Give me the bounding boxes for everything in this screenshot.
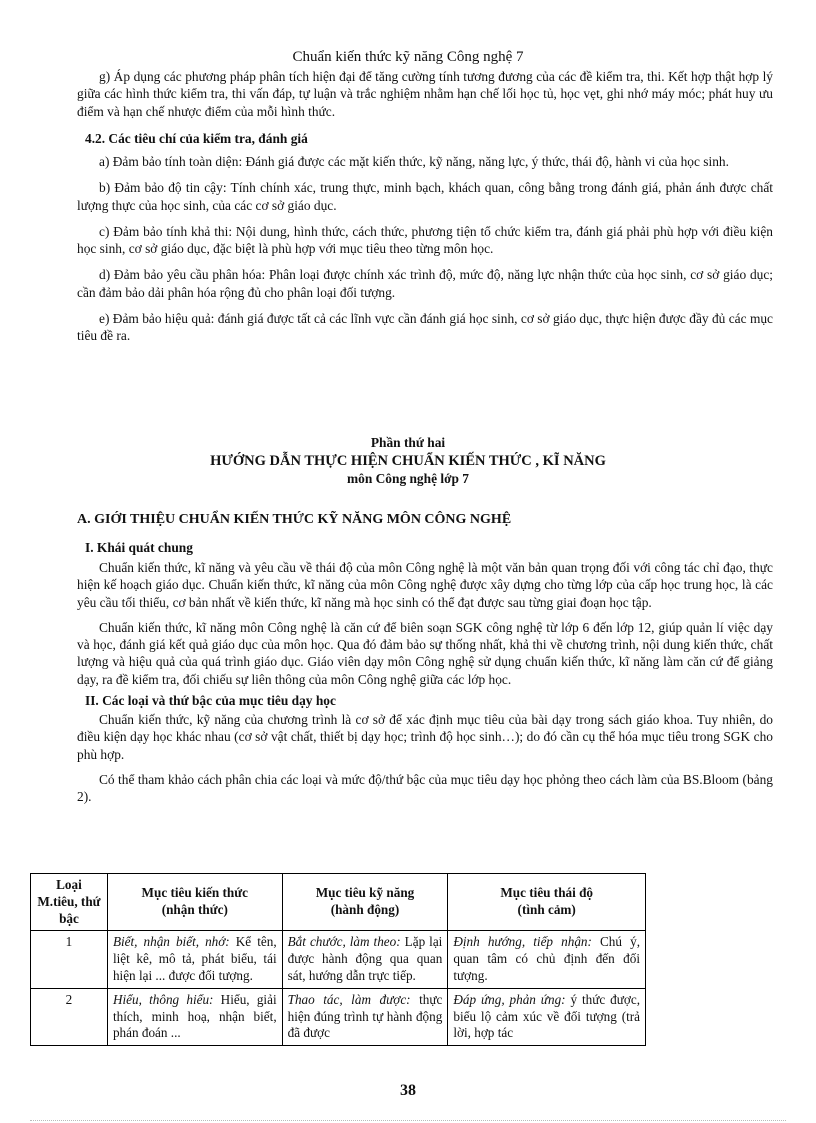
row-knowledge [107, 931, 282, 988]
criterion-a: a) Đảm bảo tính toàn diện: Đánh giá được các mặt kiến thức, kỹ năng, năng lực, ý thức, thái độ, hành vi của học sinh. [99, 154, 729, 169]
header-attitude [448, 874, 646, 931]
row-skill [282, 988, 448, 1045]
paragraph-g: g) Áp dụng các phương pháp phân tích hiện đại để tăng cường tính tương đương của các đề kiểm tra, thi. Kết hợp thật hợp lý giữa các hình thức kiểm tra, thi vấn đáp, tự luận và trắc nghiệm nhằm hạn chế lối học tủ, học vẹt, ghi nhớ máy móc; phát huy ưu điểm và hạn chế nhược điểm của mỗi hình thức. [77, 69, 773, 119]
paragraph-general-1: Chuẩn kiến thức, kĩ năng và yêu cầu về thái độ của môn Công nghệ là một văn bản quan trọng đối với công tác chỉ đạo, thực hiện kế hoạch giáo dục. Chuẩn kiến thức, kĩ năng của môn Công nghệ được xây dựng cho từng lớp của cấp học trung học, là các yêu cầu tối thiểu, cơ bản nhất về kiến thức, kĩ năng mà học sinh có thể đạt được sau từng giai đoạn học tập. [77, 560, 773, 610]
intro-block [77, 68, 773, 120]
row-level: 2 [31, 988, 108, 1045]
bloom-objectives-table [30, 873, 646, 1046]
criterion-b: b) Đảm bảo độ tin cậy: Tính chính xác, trung thực, minh bạch, khách quan, công bằng trong đánh giá, phản ánh được chất lượng thực của học sinh, của các cơ sở giáo dục. [77, 180, 773, 213]
attitude-text: ý thức được, biểu lộ cảm xúc về đối tượng (trả lời, hợp tác [453, 991, 640, 1041]
subheading-objectives: II. Các loại và thứ bậc của mục tiêu dạy học [85, 693, 336, 709]
criterion-d: d) Đảm bảo yêu cầu phân hóa: Phân loại được chính xác trình độ, mức độ, năng lực nhận thức của học sinh, cơ sở giáo dục; cần đảm bảo dải phân hóa rộng đủ cho phân loại đối tượng. [77, 267, 773, 300]
attitude-text: Chú ý, quan tâm có chủ định đến đối tượng. [453, 934, 640, 983]
skill-lead: Bắt chước, làm theo: [287, 934, 401, 950]
subheading-general: I. Khái quát chung [85, 540, 193, 555]
part-two-label: Phần thứ hai [370, 435, 446, 450]
attitude-lead: Định hướng, tiếp nhận: [453, 934, 592, 950]
row-attitude [448, 988, 646, 1045]
page-number: 38 [400, 1082, 416, 1099]
header-skill [282, 874, 448, 931]
attitude-lead: Đáp ứng, phản ứng: [453, 991, 566, 1007]
knowledge-text: Kể tên, liệt kê, mô tả, phát biểu, tái hiện lại ... được đối tượng. [112, 934, 277, 983]
skill-text: Lặp lại được hành động qua quan sát, hướng dẫn trực tiếp. [287, 934, 443, 983]
skill-lead: Thao tác, làm được: [287, 991, 411, 1007]
section-a-body [77, 539, 773, 806]
paragraph-general-2: Chuẩn kiến thức, kĩ năng môn Công nghệ là căn cứ để biên soạn SGK công nghệ từ lớp 6 đến lớp 12, giúp quản lí việc dạy và học, đánh giá kết quả giáo dục của môn học. Qua đó đảm bảo sự thống nhất, khả thi về chương trình, nội dung kiến thức, chất lượng và hiệu quả của quá trình giáo dục. Giáo viên dạy môn Công nghệ sử dụng chuẩn kiến thức, kĩ năng làm căn cứ để giảng dạy, ra đề kiểm tra, đối chiếu sự liên thông của môn Công nghệ giữa các lớp học. [77, 619, 773, 687]
row-attitude [448, 931, 646, 988]
paragraph-objectives-2: Có thể tham khảo cách phân chia các loại và mức độ/thứ bậc của mục tiêu dạy học phỏng theo cách làm của BS.Bloom (bảng 2). [77, 771, 773, 805]
paragraph-objectives-1: Chuẩn kiến thức, kỹ năng của chương trình là cơ sở để xác định mục tiêu của bài dạy trong sách giáo khoa. Tuy nhiên, do điều kiện dạy học khác nhau (cơ sở vật chất, thiết bị dạy học; trình độ học sinh…); do đó cần cụ thể hóa mục tiêu trong SGK cho phù hợp. [77, 712, 773, 762]
header-attitude-title: Mục tiêu thái độ [500, 885, 594, 901]
criteria-heading: 4.2. Các tiêu chí của kiểm tra, đánh giá [85, 131, 308, 146]
part-two-title: HƯỚNG DẪN THỰC HIỆN CHUẨN KIẾN THỨC , KĨ NĂNG [210, 453, 606, 469]
knowledge-text: Hiểu, giải thích, minh hoạ, nhận biết, phán đoán ... [112, 991, 277, 1041]
header-knowledge-sub: (nhận thức) [161, 902, 228, 918]
header-knowledge [107, 874, 282, 931]
header-skill-title: Mục tiêu kỹ năng [315, 885, 415, 901]
row-skill [282, 931, 448, 988]
criteria-block [77, 130, 773, 345]
table-header-row [31, 874, 646, 931]
row-knowledge [107, 988, 282, 1045]
table-row [31, 988, 646, 1045]
running-header: Chuẩn kiến thức kỹ năng Công nghệ 7 [292, 49, 524, 65]
header-level: Loại M.tiêu, thứ bậc [31, 874, 108, 931]
section-a-heading: A. GIỚI THIỆU CHUẨN KIẾN THỨC KỸ NĂNG MÔN CÔNG NGHỆ [77, 512, 512, 527]
header-attitude-sub: (tình cảm) [517, 902, 576, 918]
header-skill-sub: (hành động) [330, 902, 400, 918]
skill-text: thực hiện đúng trình tự hành động đã được [287, 991, 443, 1041]
row-level: 1 [31, 931, 108, 988]
footer-divider [30, 1120, 786, 1121]
header-knowledge-title: Mục tiêu kiến thức [141, 885, 248, 901]
criterion-e: e) Đảm bảo hiệu quả: đánh giá được tất cả các lĩnh vực cần đánh giá học sinh, cơ sở giáo dục, thực hiện được đầy đủ các mục tiêu đề ra. [77, 311, 773, 344]
criterion-c: c) Đảm bảo tính khả thi: Nội dung, hình thức, cách thức, phương tiện tổ chức kiểm tra, đánh giá phải phù hợp với điều kiện học sinh, cơ sở giáo dục, đặc biệt là phù hợp với mục tiêu theo từng môn học. [77, 223, 773, 257]
knowledge-lead: Hiểu, thông hiểu: [112, 991, 214, 1007]
table-row [31, 931, 646, 988]
part-two-subtitle: môn Công nghệ lớp 7 [346, 471, 469, 486]
knowledge-lead: Biết, nhận biết, nhớ: [112, 934, 230, 950]
part-two-heading [0, 434, 816, 488]
